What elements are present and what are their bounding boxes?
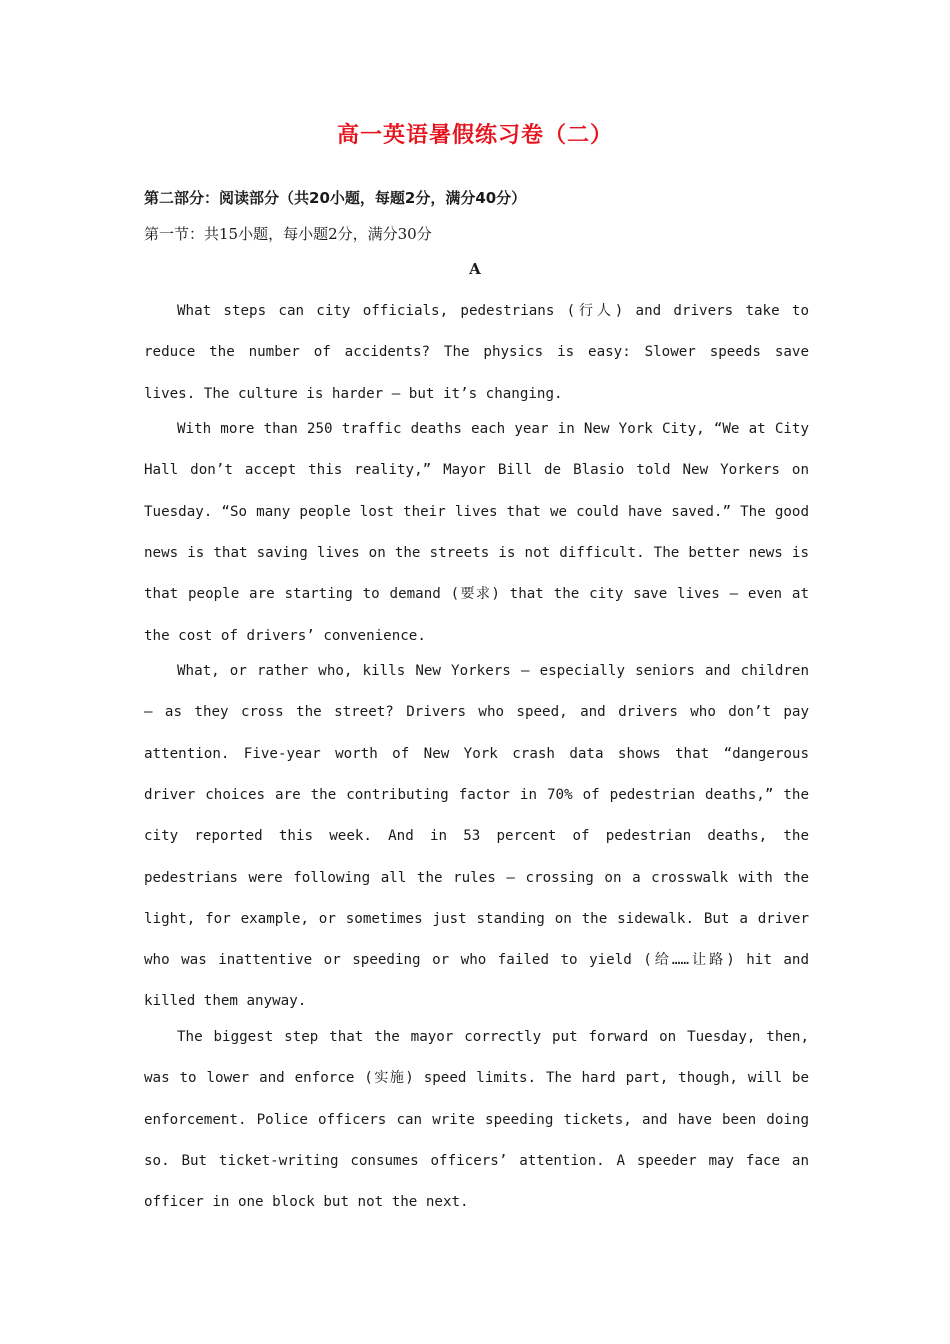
paragraph-3: What, or rather who, kills New Yorkers — especially seniors and children — as they cross the street? Drivers who speed, and drivers who don’t pay attention. Five-year worth of New York crash data shows that “dangerous driver choices are the contributing factor in 70% of pedestrian deaths,” the city reported this week. And in 53 percent of pedestrian deaths, the pedestrians were following all the rules — crossing on a crosswalk with the light, for example, or sometimes just standing on the sidewalk. But a driver who was inattentive or speeding or who failed to yield (给……让路) hit and killed them anyway. (144, 663, 809, 1010)
document-title: 高一英语暑假练习卷（二） (336, 123, 613, 148)
passage-body (144, 291, 809, 1218)
paragraph-1: What steps can city officials, pedestrians (行人) and drivers take to reduce the number of accidents? The physics is easy: Slower speeds save lives. The culture is harder — but it’s changing. (144, 303, 809, 402)
passage-label: A (469, 260, 481, 278)
paragraph-4: The biggest step that the mayor correctly put forward on Tuesday, then, was to lower and enforce (实施) speed limits. The hard part, though, will be enforcement. Police officers can write speeding tickets, and have been doing so. But ticket-writing consumes officers’ attention. A speeder may face an officer in one block but not the next. (144, 1028, 809, 1211)
part-heading: 第二部分：阅读部分（共20小题，每题2分，满分40分） (144, 189, 527, 207)
section-heading: 第一节：共15小题，每小题2分，满分30分 (144, 225, 432, 243)
paragraph-2: With more than 250 traffic deaths each year in New York City, “We at City Hall don’t accept this reality,” Mayor Bill de Blasio told New Yorkers on Tuesday. “So many people lost their lives that we could have saved.” The good news is that saving lives on the streets is not difficult. The better news is that people are starting to demand (要求) that the city save lives — even at the cost of drivers’ convenience. (144, 421, 809, 644)
